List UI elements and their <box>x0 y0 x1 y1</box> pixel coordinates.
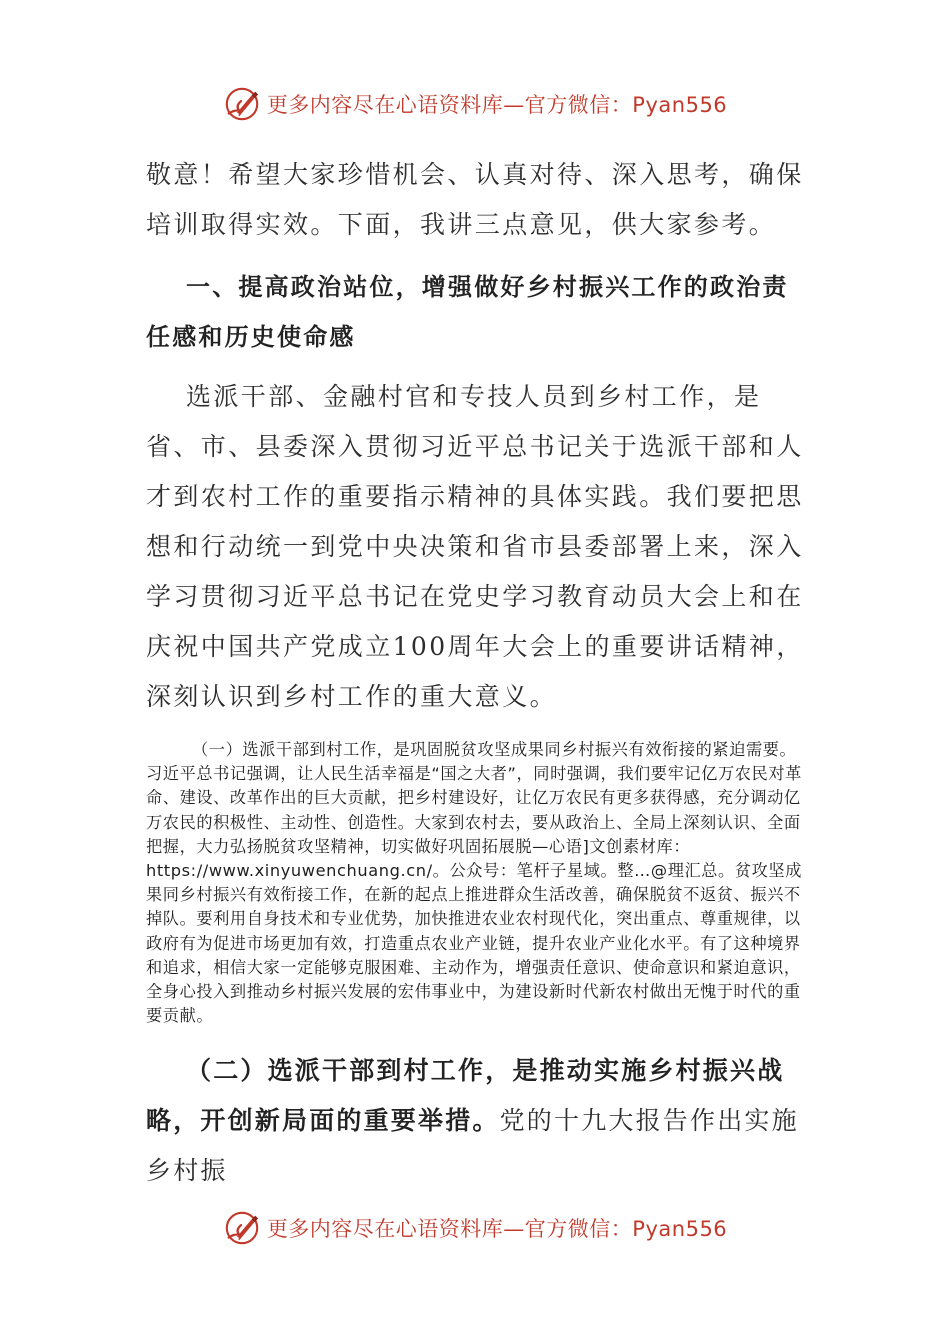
paragraph-intro: 敬意！希望大家珍惜机会、认真对待、深入思考，确保培训取得实效。下面，我讲三点意见，供大家参考。 <box>146 160 804 239</box>
pen-logo-icon <box>223 1209 261 1247</box>
header-watermark <box>0 82 950 126</box>
paragraph-section-1: 选派干部、金融村官和专技人员到乡村工作，是省、市、县委深入贯彻习近平总书记关于选派干部和人才到农村工作的重要指示精神的具体实践。我们要把思想和行动统一到党中央决策和省市县委部署上来，深入学习贯彻习近平总书记在党史学习教育动员大会上和在庆祝中国共产党成立100周年大会上的重要讲话精神，深刻认识到乡村工作的重大意义。 <box>146 382 804 711</box>
paragraph-subsection-2 <box>146 1046 806 1196</box>
pen-logo-icon <box>223 85 261 123</box>
footer-watermark <box>0 1206 950 1250</box>
subsection-2-text: 党的十九大报告作出实施乡村振 <box>146 1106 799 1186</box>
subsection-2-heading: （二）选派干部到村工作，是推动实施乡村振兴战略，开创新局面的重要举措。 <box>146 1056 785 1136</box>
watermark-text: 更多内容尽在心语资料库—官方微信：Pyan556 <box>266 1217 728 1241</box>
section-heading-1: 一、提高政治站位，增强做好乡村振兴工作的政治责任感和历史使命感 <box>146 273 789 351</box>
paragraph-subsection-1: （一）选派干部到村工作，是巩固脱贫攻坚成果同乡村振兴有效衔接的紧迫需要。习近平总书记强调，让人民生活幸福是“国之大者”，同时强调，我们要牢记亿万农民对革命、建设、改革作出的巨大贡献，把乡村建设好，让亿万农民有更多获得感，充分调动亿万农民的积极性、主动性、创造性。大家到农村去，要从政治上、全局上深刻认识、全面把握，大力弘扬脱贫攻坚精神，切实做好巩固拓展脱—心语]文创素材库：https://www.xinyuwenchuang.cn/。公众号：笔杆子星域。整…@理汇总。贫攻坚成果同乡村振兴有效衔接工作，在新的起点上推进群众生活改善，确保脱贫不返贫、振兴不掉队。要利用自身技术和专业优势，加快推进农业农村现代化，突出重点、尊重规律，以政府有为促进市场更加有效，打造重点农业产业链，提升农业产业化水平。有了这种境界和追求，相信大家一定能够克服困难、主动作为，增强责任意识、使命意识和紧迫意识，全身心投入到推动乡村振兴发展的宏伟事业中，为建设新时代新农村做出无愧于时代的重要贡献。 <box>146 740 802 1026</box>
document-body <box>146 150 806 1196</box>
watermark-text: 更多内容尽在心语资料库—官方微信：Pyan556 <box>266 93 728 117</box>
